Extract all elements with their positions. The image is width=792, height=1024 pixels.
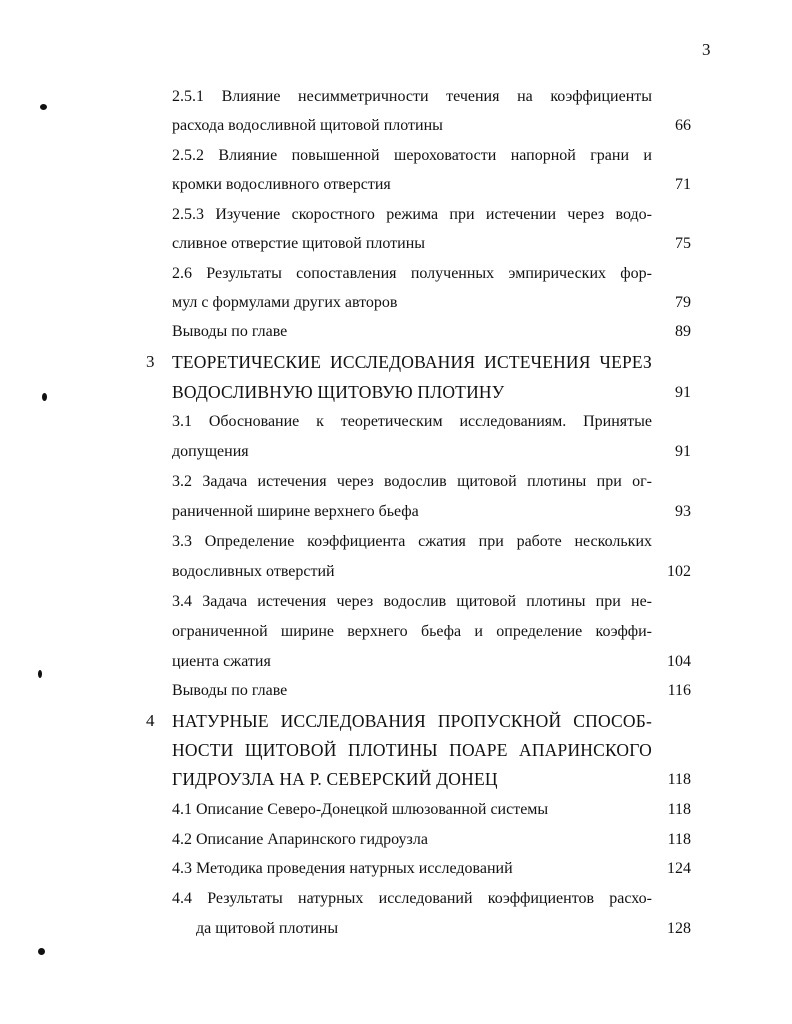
toc-line: мул с формулами других авторов xyxy=(172,294,398,311)
chapter-number: 4 xyxy=(146,711,155,730)
toc-page-number: 79 xyxy=(675,294,691,311)
toc-page-number: 104 xyxy=(667,653,691,670)
scan-speck xyxy=(40,104,47,110)
toc-page-number: 118 xyxy=(667,801,691,818)
page-number: 3 xyxy=(702,40,711,59)
toc-page-number: 66 xyxy=(675,117,691,134)
toc-page-number: 128 xyxy=(667,920,691,937)
toc-line: 2.5.3 Изучение скоростного режима при истечении через водо- xyxy=(172,206,652,223)
toc-page-number: 91 xyxy=(675,443,691,460)
toc-line: 2.6 Результаты сопоставления полученных эмпирических фор- xyxy=(172,265,652,282)
toc-page-number: 116 xyxy=(667,682,691,699)
toc-page-number: 102 xyxy=(667,563,691,580)
toc-page-number: 93 xyxy=(675,503,691,520)
toc-line: Выводы по главе xyxy=(172,682,288,699)
toc-line: 4.3 Методика проведения натурных исследований xyxy=(172,860,513,877)
scan-speck xyxy=(42,393,47,401)
toc-page-number: 124 xyxy=(667,860,691,877)
toc-line: допущения xyxy=(172,443,249,460)
toc-line: 4.4 Результаты натурных исследований коэффициентов расхо- xyxy=(172,890,652,907)
scan-speck xyxy=(38,948,45,955)
toc-line: 3.2 Задача истечения через водослив щитовой плотины при ог- xyxy=(172,473,652,490)
chapter-title-line: НОСТИ ЩИТОВОЙ ПЛОТИНЫ ПОАРЕ АПАРИНСКОГО xyxy=(172,740,652,760)
toc-line: Выводы по главе xyxy=(172,323,288,340)
toc-line: сливное отверстие щитовой плотины xyxy=(172,235,426,252)
toc-line: 3.3 Определение коэффициента сжатия при работе нескольких xyxy=(172,533,652,550)
toc-page-number: 71 xyxy=(675,176,691,193)
toc-line: 4.1 Описание Северо-Донецкой шлюзованной системы xyxy=(172,801,549,818)
toc-page-number: 75 xyxy=(675,235,691,252)
chapter-title-line: ТЕОРЕТИЧЕСКИЕ ИССЛЕДОВАНИЯ ИСТЕЧЕНИЯ ЧЕРЕЗ xyxy=(172,352,652,372)
toc-line: водосливных отверстий xyxy=(172,563,335,580)
toc-line: 2.5.1 Влияние несимметричности течения на коэффициенты xyxy=(172,88,652,105)
toc-line: циента сжатия xyxy=(172,653,271,670)
toc-line: ограниченной ширине верхнего бьефа и определение коэффи- xyxy=(172,623,652,640)
chapter-number: 3 xyxy=(146,352,155,371)
toc-line: 2.5.2 Влияние повышенной шероховатости напорной грани и xyxy=(172,147,652,164)
chapter-title-line: НАТУРНЫЕ ИССЛЕДОВАНИЯ ПРОПУСКНОЙ СПОСОБ- xyxy=(172,711,652,731)
toc-page-number: 118 xyxy=(667,831,691,848)
toc-line: 3.1 Обоснование к теоретическим исследованиям. Принятые xyxy=(172,413,652,430)
toc-page-number: 89 xyxy=(675,323,691,340)
toc-line: расхода водосливной щитовой плотины xyxy=(172,117,443,134)
toc-line: 3.4 Задача истечения через водослив щитовой плотины при не- xyxy=(172,593,652,610)
scan-speck xyxy=(38,670,42,678)
toc-page-number: 118 xyxy=(667,771,691,788)
chapter-title-line: ВОДОСЛИВНУЮ ЩИТОВУЮ ПЛОТИНУ xyxy=(172,382,505,402)
toc-line: кромки водосливного отверстия xyxy=(172,176,391,193)
toc-line: да щитовой плотины xyxy=(196,920,339,937)
chapter-title-line: ГИДРОУЗЛА НА Р. СЕВЕРСКИЙ ДОНЕЦ xyxy=(172,769,498,789)
toc-page-number: 91 xyxy=(675,384,691,401)
toc-line: раниченной ширине верхнего бьефа xyxy=(172,503,419,520)
toc-line: 4.2 Описание Апаринского гидроузла xyxy=(172,831,428,848)
